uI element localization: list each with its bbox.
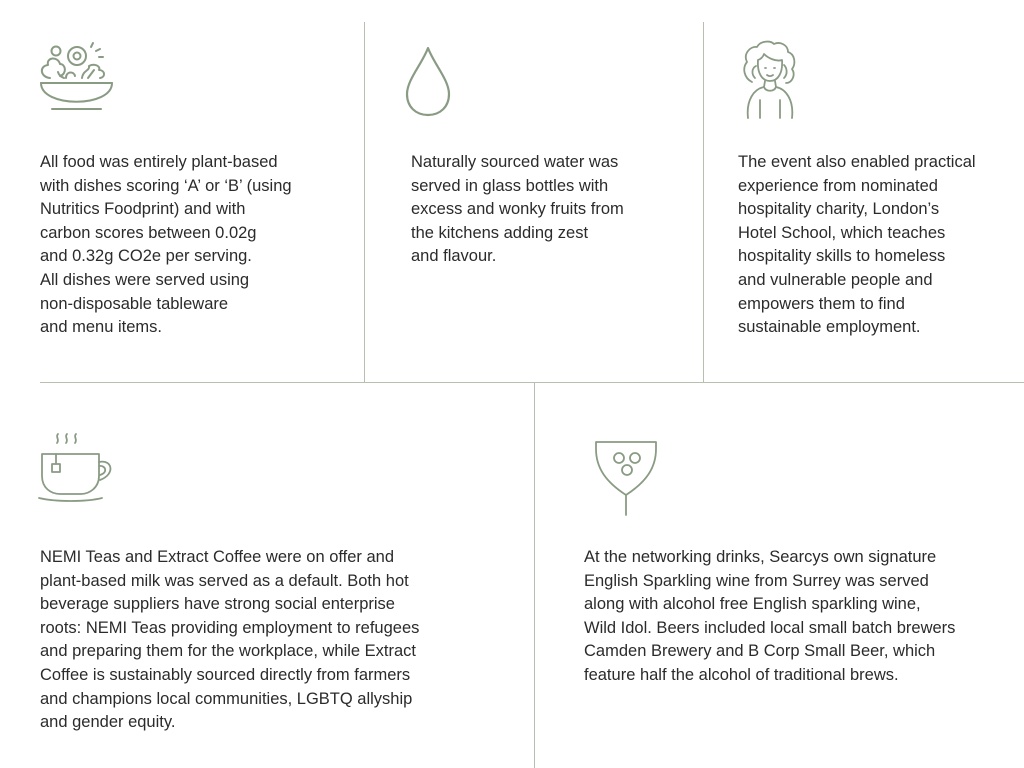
- text-line: English Sparkling wine from Surrey was served: [584, 571, 929, 590]
- text-line: At the networking drinks, Searcys own signature: [584, 548, 937, 566]
- text-line: roots: NEMI Teas providing employment to refugees: [40, 618, 420, 637]
- tea-cup-icon: [36, 430, 118, 506]
- text-line: Hotel School, which teaches: [738, 223, 946, 242]
- text-line: sustainable employment.: [738, 318, 921, 337]
- salad-bowl-icon: [36, 40, 118, 122]
- divider-vertical-2: [703, 22, 704, 382]
- text-line: and menu items.: [40, 318, 162, 337]
- text-line: hospitality skills to homeless: [738, 247, 946, 266]
- text-line: served in glass bottles with: [411, 176, 609, 195]
- text-line: the kitchens adding zest: [411, 223, 589, 242]
- text-line: hospitality charity, London’s: [738, 200, 940, 219]
- text-line: All dishes were served using: [40, 270, 250, 289]
- text-line: and preparing them for the workplace, while Extract: [40, 642, 417, 661]
- text-line: empowers them to find: [738, 294, 905, 313]
- text-line: Coffee is sustainably sourced directly from farmers: [40, 665, 411, 684]
- text-line: experience from nominated: [738, 176, 938, 195]
- text-line: Nutritics Foodprint) and with: [40, 200, 246, 219]
- water-drop-icon: [400, 44, 456, 120]
- text-line: non-disposable tableware: [40, 294, 229, 313]
- panel-hot-drinks-text: [40, 546, 419, 735]
- divider-vertical-1: [364, 22, 365, 382]
- text-line: with dishes scoring ‘A’ or ‘B’ (using: [40, 176, 292, 195]
- text-line: Camden Brewery and B Corp Small Beer, which: [584, 642, 936, 661]
- text-line: All food was entirely plant-based: [40, 153, 278, 171]
- panel-drinks-text: [584, 546, 955, 688]
- text-line: excess and wonky fruits from: [411, 200, 624, 219]
- text-line: and flavour.: [411, 247, 497, 266]
- text-line: along with alcohol free English sparkling wine,: [584, 595, 921, 614]
- text-line: plant-based milk was served as a default. Both hot: [40, 571, 409, 590]
- text-line: NEMI Teas and Extract Coffee were on offer and: [40, 548, 395, 566]
- text-line: feature half the alcohol of traditional brews.: [584, 665, 899, 684]
- text-line: The event also enabled practical: [738, 153, 976, 171]
- person-curly-hair-icon: [738, 38, 802, 122]
- sparkling-wine-glass-icon: [590, 438, 662, 520]
- text-line: and champions local communities, LGBTQ allyship: [40, 689, 413, 708]
- text-line: and vulnerable people and: [738, 270, 933, 289]
- divider-vertical-3: [534, 383, 535, 768]
- panel-food-text: [40, 151, 292, 340]
- text-line: Naturally sourced water was: [411, 153, 619, 171]
- text-line: Wild Idol. Beers included local small batch brewers: [584, 618, 956, 637]
- text-line: and gender equity.: [40, 713, 176, 732]
- divider-horizontal: [40, 382, 1024, 383]
- text-line: beverage suppliers have strong social enterprise: [40, 595, 395, 614]
- panel-water-text: [411, 151, 624, 269]
- panel-charity-text: [738, 151, 976, 340]
- text-line: and 0.32g CO2e per serving.: [40, 247, 252, 266]
- text-line: carbon scores between 0.02g: [40, 223, 257, 242]
